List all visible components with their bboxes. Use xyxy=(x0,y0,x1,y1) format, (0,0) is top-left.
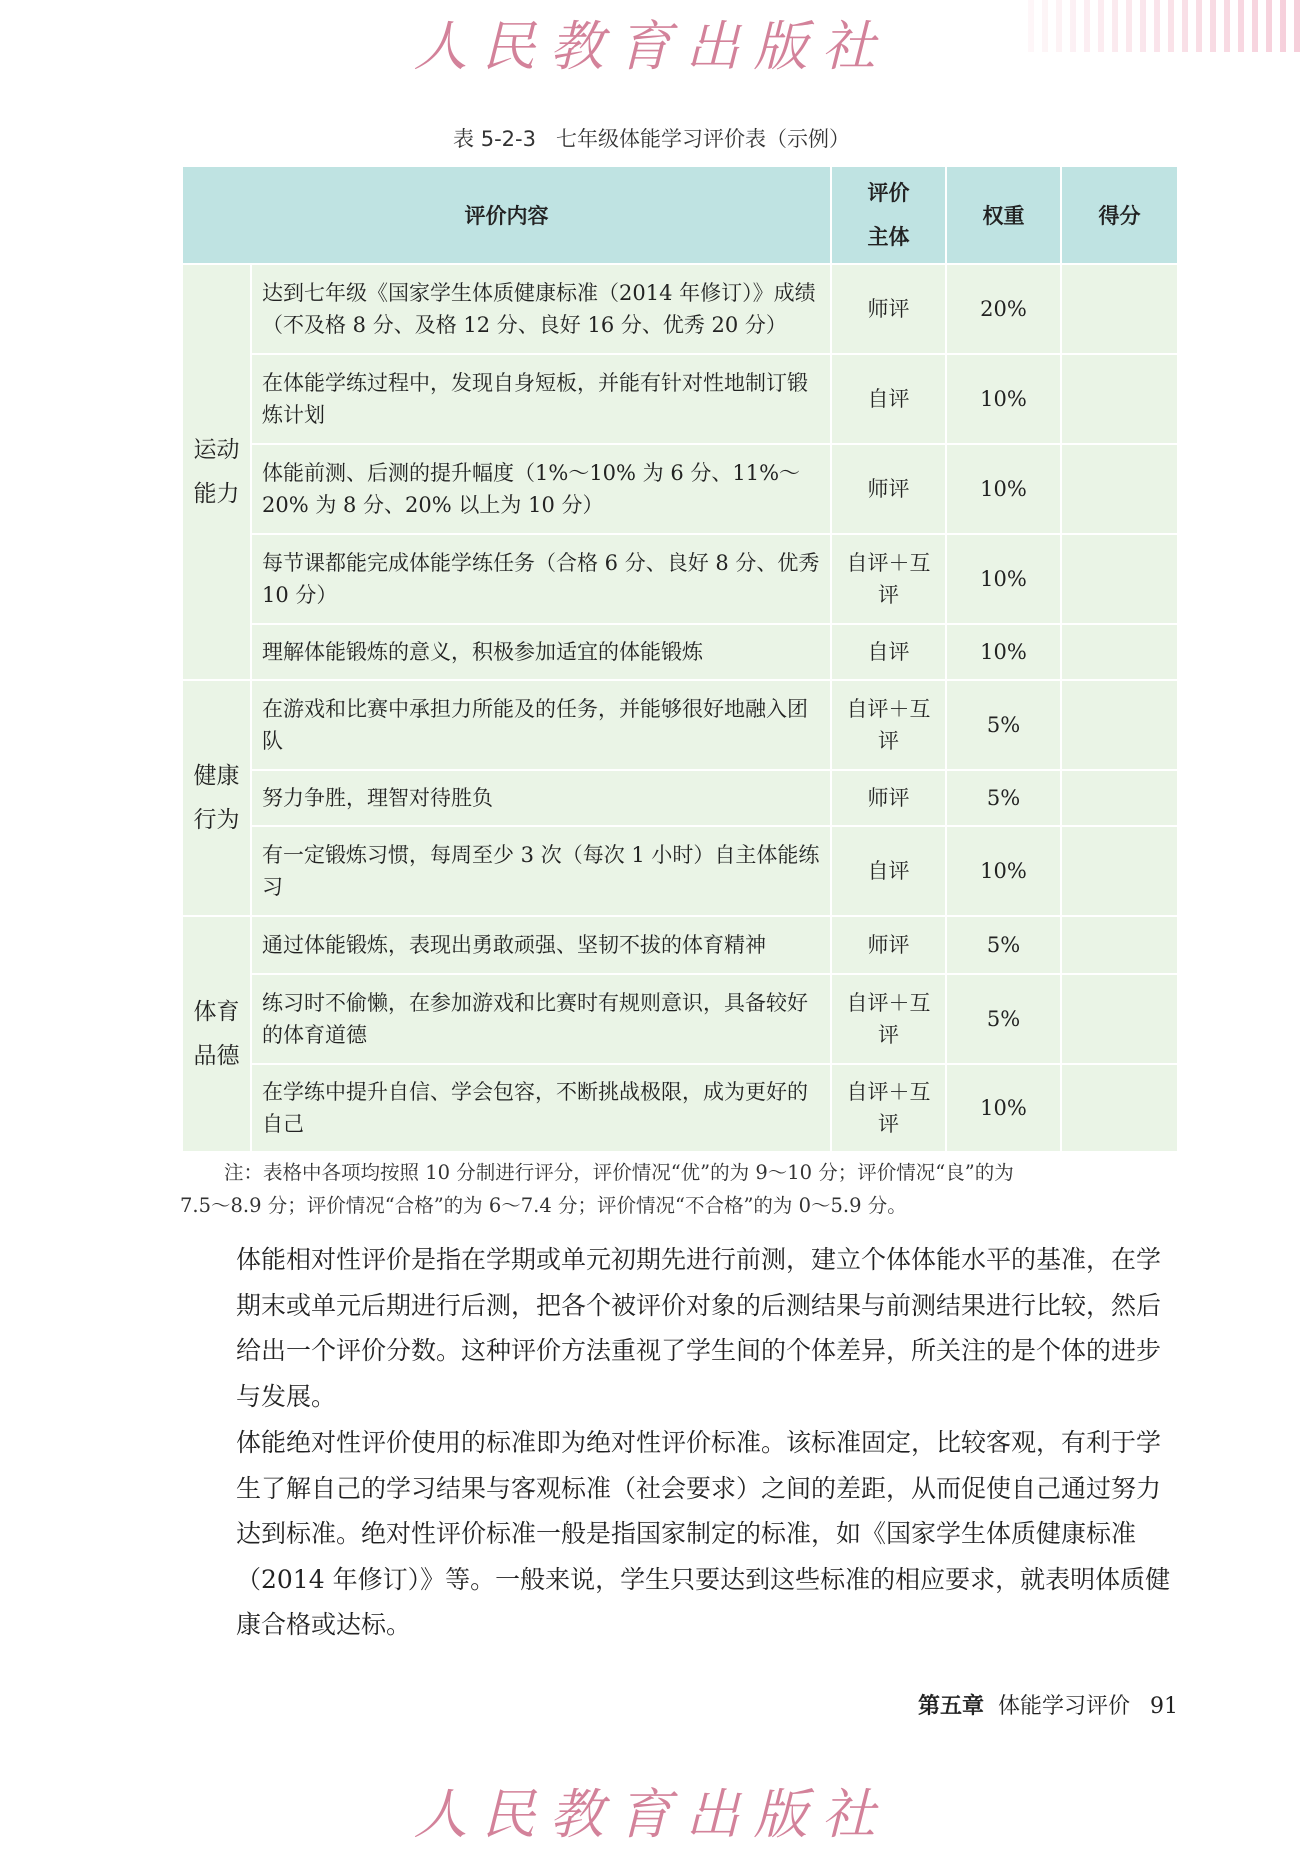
weight-cell: 10% xyxy=(946,826,1061,916)
content-cell: 在体能学练过程中，发现自身短板，并能有针对性地制订锻炼计划 xyxy=(251,354,831,444)
category-line1: 运动 xyxy=(193,437,240,463)
score-cell xyxy=(1061,680,1178,770)
table-note xyxy=(180,1156,1180,1222)
header-subject xyxy=(831,166,946,264)
score-cell xyxy=(1061,916,1178,974)
score-cell xyxy=(1061,624,1178,680)
content-cell: 练习时不偷懒，在参加游戏和比赛时有规则意识，具备较好的体育道德 xyxy=(251,974,831,1064)
weight-cell: 5% xyxy=(946,680,1061,770)
body-paragraph-2 xyxy=(180,1420,1180,1648)
table-row xyxy=(182,354,1178,444)
weight-cell: 10% xyxy=(946,444,1061,534)
body-paragraph-1 xyxy=(180,1237,1180,1419)
subject-cell: 自评＋互评 xyxy=(831,1064,946,1152)
table-row xyxy=(182,444,1178,534)
table-row xyxy=(182,680,1178,770)
weight-cell: 10% xyxy=(946,624,1061,680)
score-cell xyxy=(1061,354,1178,444)
content-cell: 每节课都能完成体能学练任务（合格 6 分、良好 8 分、优秀 10 分） xyxy=(251,534,831,624)
score-cell xyxy=(1061,444,1178,534)
subject-cell: 自评＋互评 xyxy=(831,680,946,770)
header-weight: 权重 xyxy=(946,166,1061,264)
score-cell xyxy=(1061,1064,1178,1152)
table-row xyxy=(182,770,1178,826)
weight-cell: 5% xyxy=(946,974,1061,1064)
table-title: 七年级体能学习评价表（示例） xyxy=(555,127,850,151)
subject-cell: 自评 xyxy=(831,826,946,916)
chapter-label: 第五章 xyxy=(917,1693,984,1719)
subject-cell: 师评 xyxy=(831,770,946,826)
category-cell xyxy=(182,680,251,916)
score-cell xyxy=(1061,974,1178,1064)
score-cell xyxy=(1061,826,1178,916)
score-cell xyxy=(1061,770,1178,826)
publisher-logo-bottom: 人民教育出版社 xyxy=(413,1783,890,1846)
publisher-logo-top: 人民教育出版社 xyxy=(413,15,890,78)
table-row xyxy=(182,974,1178,1064)
table-row xyxy=(182,624,1178,680)
subject-cell: 自评＋互评 xyxy=(831,534,946,624)
weight-cell: 10% xyxy=(946,1064,1061,1152)
subject-cell: 师评 xyxy=(831,264,946,354)
paragraph-text: 体能相对性评价是指在学期或单元初期先进行前测，建立个体体能水平的基准，在学期末或单元后期进行后测，把各个被评价对象的后测结果与前测结果进行比较，然后给出一个评价分数。这种评价方法重视了学生间的个体差异，所关注的是个体的进步与发展。 xyxy=(236,1245,1162,1411)
page-number: 91 xyxy=(1150,1694,1178,1719)
subject-cell: 自评 xyxy=(831,354,946,444)
table-row xyxy=(182,826,1178,916)
table-caption xyxy=(0,123,1303,153)
category-cell xyxy=(182,916,251,1152)
subject-cell: 师评 xyxy=(831,444,946,534)
evaluation-table xyxy=(181,165,1179,1153)
category-line1: 体育 xyxy=(193,999,240,1025)
section-title: 体能学习评价 xyxy=(997,1694,1130,1719)
weight-cell: 10% xyxy=(946,534,1061,624)
table-note-line1: 注：表格中各项均按照 10 分制进行评分，评价情况“优”的为 9～10 分；评价情况“良”的为 xyxy=(224,1161,1014,1184)
weight-cell: 5% xyxy=(946,770,1061,826)
weight-cell: 20% xyxy=(946,264,1061,354)
weight-cell: 10% xyxy=(946,354,1061,444)
category-line2: 品德 xyxy=(193,1043,240,1069)
paragraph-text: 体能绝对性评价使用的标准即为绝对性评价标准。该标准固定，比较客观，有利于学生了解自己的学习结果与客观标准（社会要求）之间的差距，从而促使自己通过努力达到标准。绝对性评价标准一般是指国家制定的标准，如《国家学生体质健康标准（2014 年修订）》等。一般来说，学生只要达到这些标准的相应要求，就表明体质健康合格或达标。 xyxy=(236,1428,1171,1639)
content-cell: 在游戏和比赛中承担力所能及的任务，并能够很好地融入团队 xyxy=(251,680,831,770)
content-cell: 达到七年级《国家学生体质健康标准（2014 年修订）》成绩（不及格 8 分、及格 12 分、良好 16 分、优秀 20 分） xyxy=(251,264,831,354)
content-cell: 在学练中提升自信、学会包容，不断挑战极限，成为更好的自己 xyxy=(251,1064,831,1152)
table-row xyxy=(182,534,1178,624)
page-footer xyxy=(0,1689,1178,1720)
subject-cell: 自评＋互评 xyxy=(831,974,946,1064)
header-subject-line2: 主体 xyxy=(867,225,910,249)
table-row xyxy=(182,1064,1178,1152)
table-note-line2: 7.5～8.9 分；评价情况“合格”的为 6～7.4 分；评价情况“不合格”的为 0～5.9 分。 xyxy=(180,1194,907,1217)
content-cell: 努力争胜，理智对待胜负 xyxy=(251,770,831,826)
content-cell: 体能前测、后测的提升幅度（1%～10% 为 6 分、11%～20% 为 8 分、20% 以上为 10 分） xyxy=(251,444,831,534)
score-cell xyxy=(1061,264,1178,354)
table-row xyxy=(182,264,1178,354)
category-cell xyxy=(182,264,251,680)
content-cell: 通过体能锻炼，表现出勇敢顽强、坚韧不拔的体育精神 xyxy=(251,916,831,974)
table-number: 表 5-2-3 xyxy=(453,127,536,151)
header-subject-line1: 评价 xyxy=(867,181,910,205)
table-row xyxy=(182,916,1178,974)
content-cell: 理解体能锻炼的意义，积极参加适宜的体能锻炼 xyxy=(251,624,831,680)
subject-cell: 师评 xyxy=(831,916,946,974)
subject-cell: 自评 xyxy=(831,624,946,680)
content-cell: 有一定锻炼习惯，每周至少 3 次（每次 1 小时）自主体能练习 xyxy=(251,826,831,916)
score-cell xyxy=(1061,534,1178,624)
category-line2: 行为 xyxy=(193,807,240,833)
header-content: 评价内容 xyxy=(182,166,831,264)
weight-cell: 5% xyxy=(946,916,1061,974)
header-score: 得分 xyxy=(1061,166,1178,264)
category-line2: 能力 xyxy=(193,481,240,507)
category-line1: 健康 xyxy=(193,763,240,789)
